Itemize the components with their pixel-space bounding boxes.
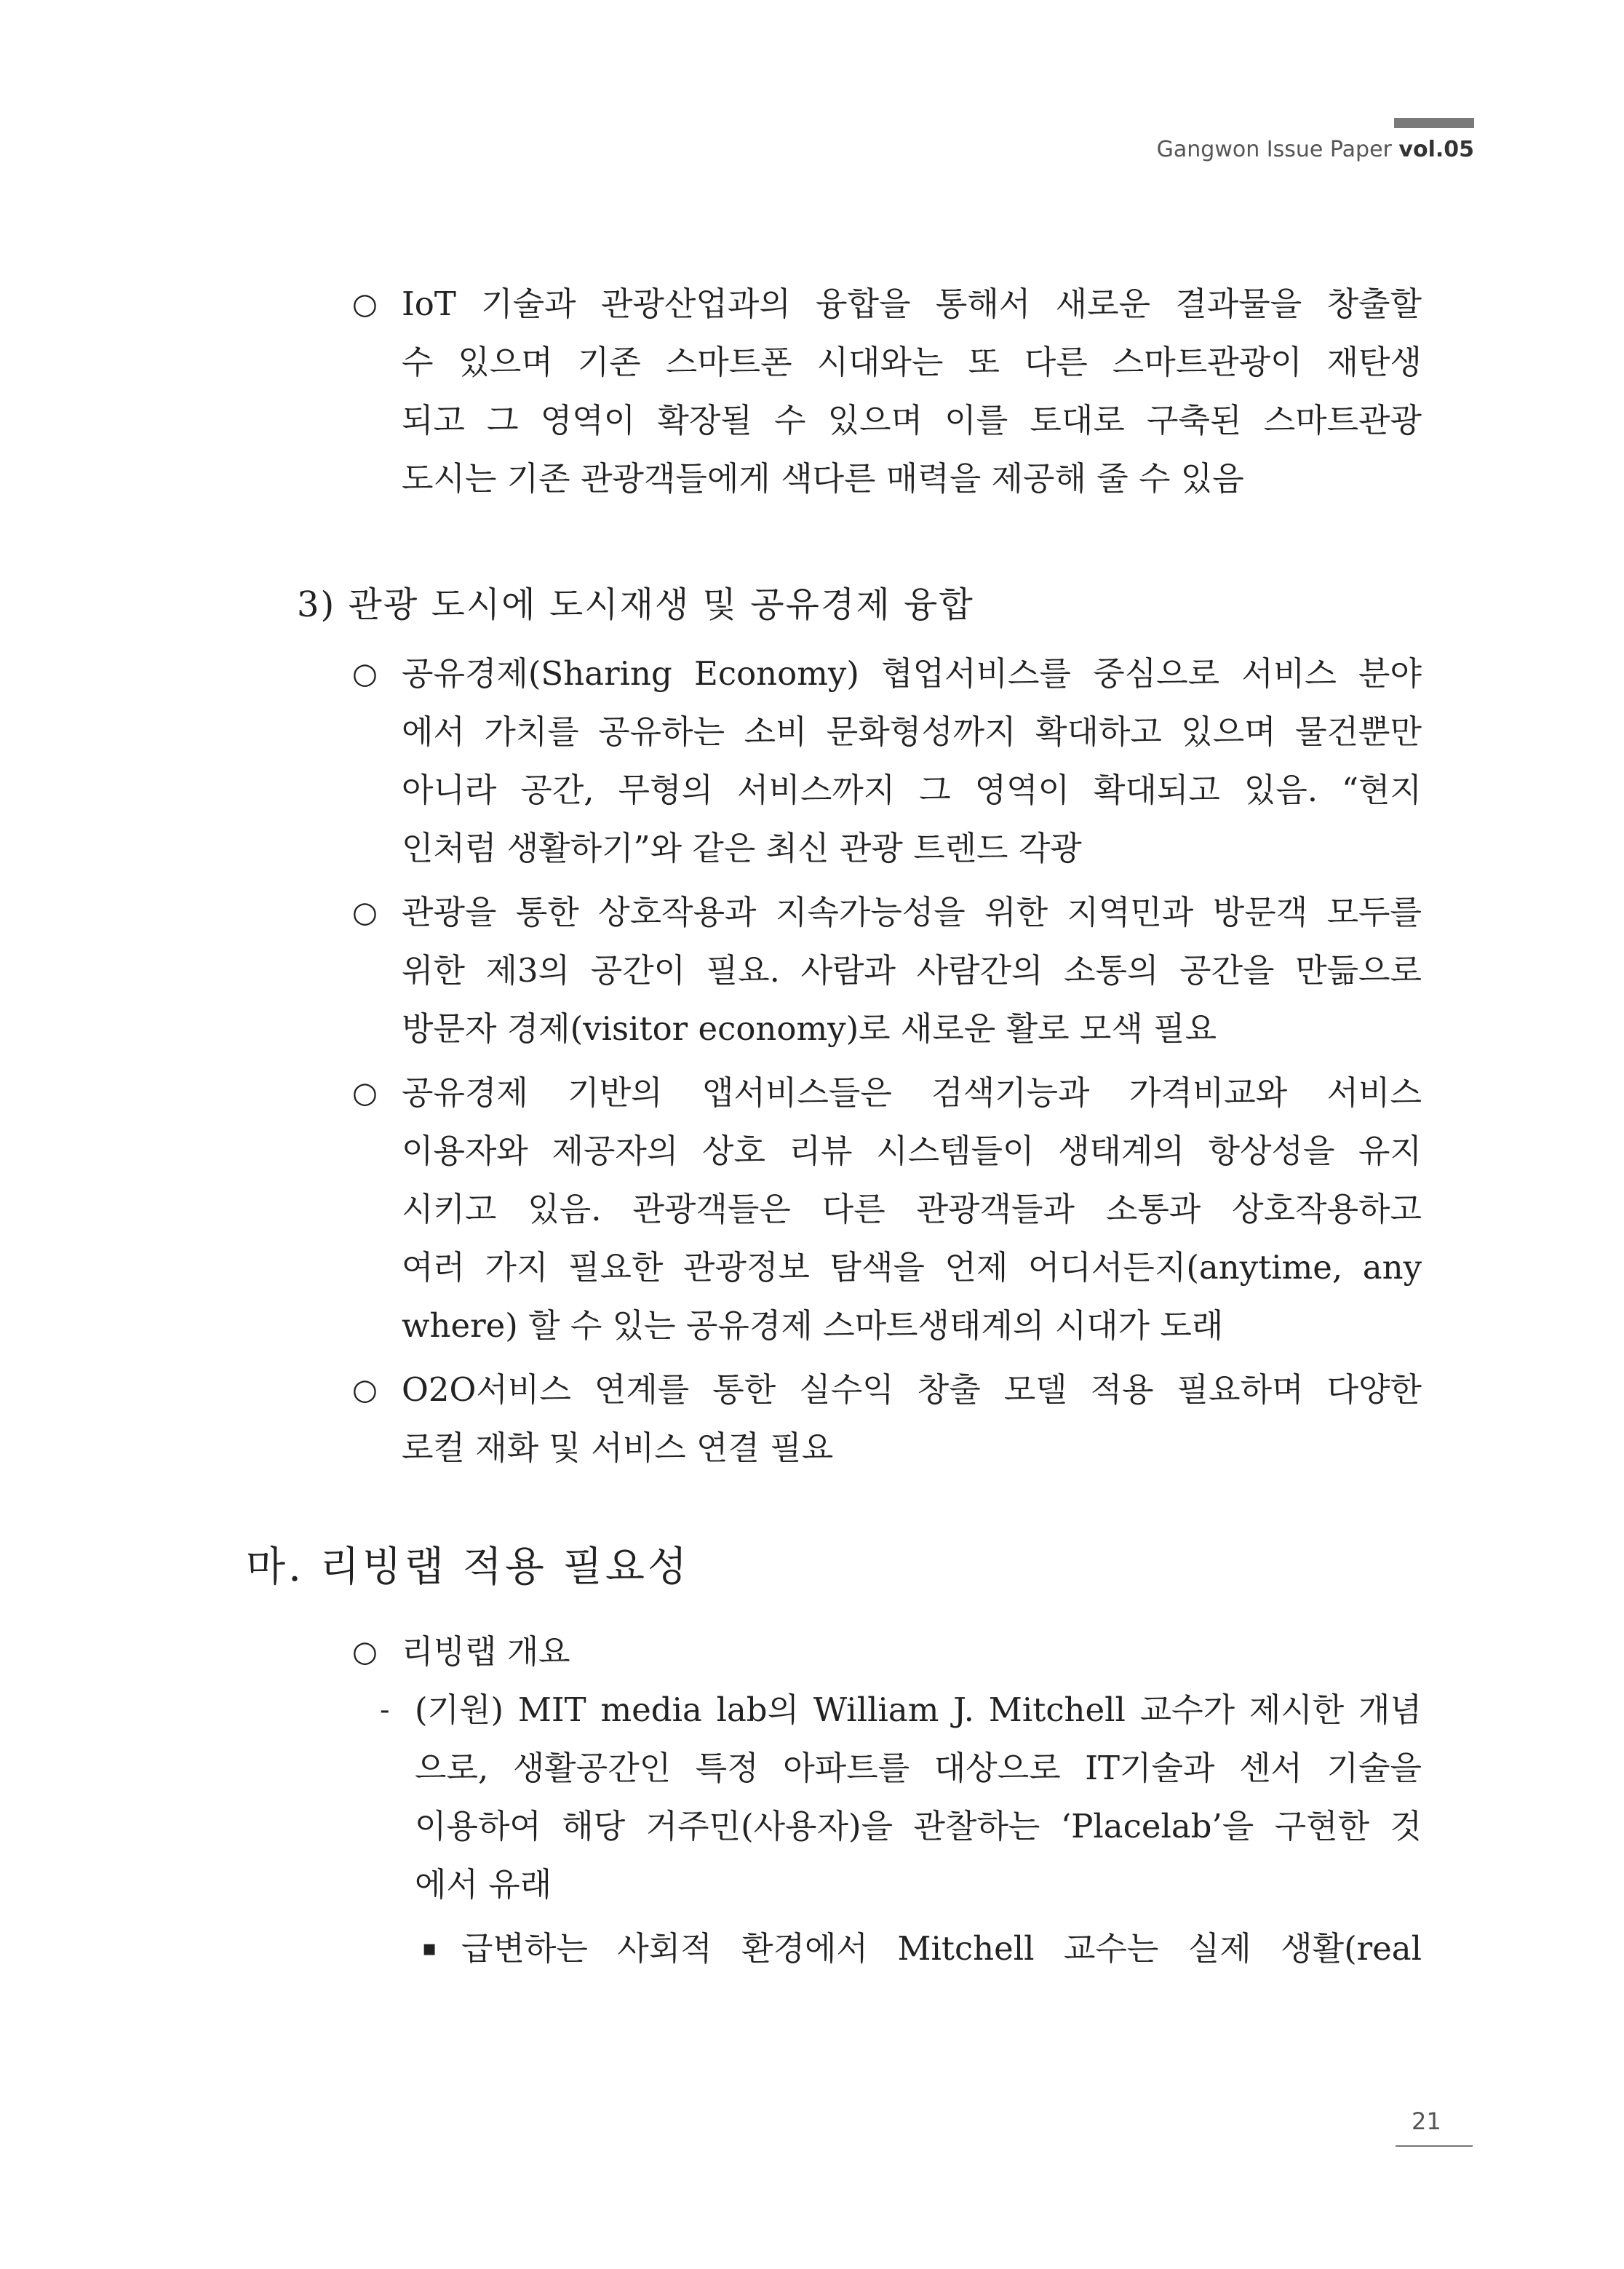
paragraph-line: 에서 가치를 공유하는 소비 문화형성까지 확대하고 있으며 물건뿐만	[402, 712, 1422, 751]
paragraph-line: where) 할 수 있는 공유경제 스마트생태계의 시대가 도래	[402, 1306, 1224, 1345]
header-accent-bar	[1394, 118, 1474, 128]
paragraph-line: 공유경제(Sharing Economy) 협업서비스를 중심으로 서비스 분야	[402, 654, 1422, 693]
paragraph-line: 여러 가지 필요한 관광정보 탐색을 언제 어디서든지(anytime, any	[402, 1248, 1422, 1287]
paragraph-line: 으로, 생활공간인 특정 아파트를 대상으로 IT기술과 센서 기술을	[415, 1749, 1422, 1787]
paragraph-line: 로컬 재화 및 서비스 연결 필요	[402, 1428, 834, 1467]
paragraph-line: 이용하여 해당 거주민(사용자)을 관찰하는 ‘Placelab’을 구현한 것	[415, 1807, 1422, 1845]
paragraph-line: 되고 그 영역이 확장될 수 있으며 이를 토대로 구축된 스마트관광	[402, 401, 1422, 440]
paragraph-line: 방문자 경제(visitor economy)로 새로운 활로 모색 필요	[402, 1009, 1217, 1048]
paragraph-line: 수 있으며 기존 스마트폰 시대와는 또 다른 스마트관광이 재탄생	[402, 343, 1422, 381]
square-bullet-icon: ▪	[422, 1936, 437, 1961]
header-volume: vol.05	[1398, 137, 1474, 162]
section-heading: 3) 관광 도시에 도시재생 및 공유경제 융합	[297, 584, 974, 625]
circle-bullet-icon: ○	[352, 1076, 378, 1110]
paragraph-line: O2O서비스 연계를 통한 실수익 창출 모델 적용 필요하며 다양한	[402, 1370, 1422, 1409]
circle-bullet-icon: ○	[352, 896, 378, 929]
paragraph-line: IoT 기술과 관광산업과의 융합을 통해서 새로운 결과물을 창출할	[402, 285, 1422, 323]
circle-bullet-icon: ○	[352, 287, 378, 321]
paragraph-line: 급변하는 사회적 환경에서 Mitchell 교수는 실제 생활(real	[461, 1929, 1422, 1968]
paragraph-line: 위한 제3의 공간이 필요. 사람과 사람간의 소통의 공간을 만듦으로	[402, 951, 1422, 990]
paragraph-line: 도시는 기존 관광객들에게 색다른 매력을 제공해 줄 수 있음	[402, 459, 1244, 498]
circle-bullet-icon: ○	[352, 1373, 378, 1407]
paragraph-line: 관광을 통한 상호작용과 지속가능성을 위한 지역민과 방문객 모두를	[402, 893, 1422, 931]
page-number-rule	[1396, 2145, 1473, 2147]
paragraph-line: 에서 유래	[415, 1865, 552, 1904]
paragraph-line: 공유경제 기반의 앱서비스들은 검색기능과 가격비교와 서비스	[402, 1073, 1422, 1112]
paragraph-line: 아니라 공간, 무형의 서비스까지 그 영역이 확대되고 있음. “현지	[402, 771, 1422, 809]
circle-bullet-icon: ○	[352, 657, 378, 691]
paragraph-line: 이용자와 제공자의 상호 리뷰 시스템들이 생태계의 항상성을 유지	[402, 1132, 1422, 1170]
paragraph-line: (기원) MIT media lab의 William J. Mitchell 교수가 제시한 개념	[415, 1690, 1422, 1729]
page-number: 21	[1412, 2107, 1441, 2135]
chapter-heading: 마. 리빙랩 적용 필요성	[246, 1543, 690, 1591]
overview-label: 리빙랩 개요	[402, 1632, 570, 1671]
dash-bullet-icon: -	[380, 1693, 390, 1727]
paragraph-line: 시키고 있음. 관광객들은 다른 관광객들과 소통과 상호작용하고	[402, 1190, 1422, 1228]
header-publication	[1157, 137, 1474, 162]
circle-bullet-icon: ○	[352, 1635, 378, 1669]
paragraph-line: 인처럼 생활하기”와 같은 최신 관광 트렌드 각광	[402, 829, 1082, 867]
header-title: Gangwon Issue Paper	[1156, 137, 1392, 162]
